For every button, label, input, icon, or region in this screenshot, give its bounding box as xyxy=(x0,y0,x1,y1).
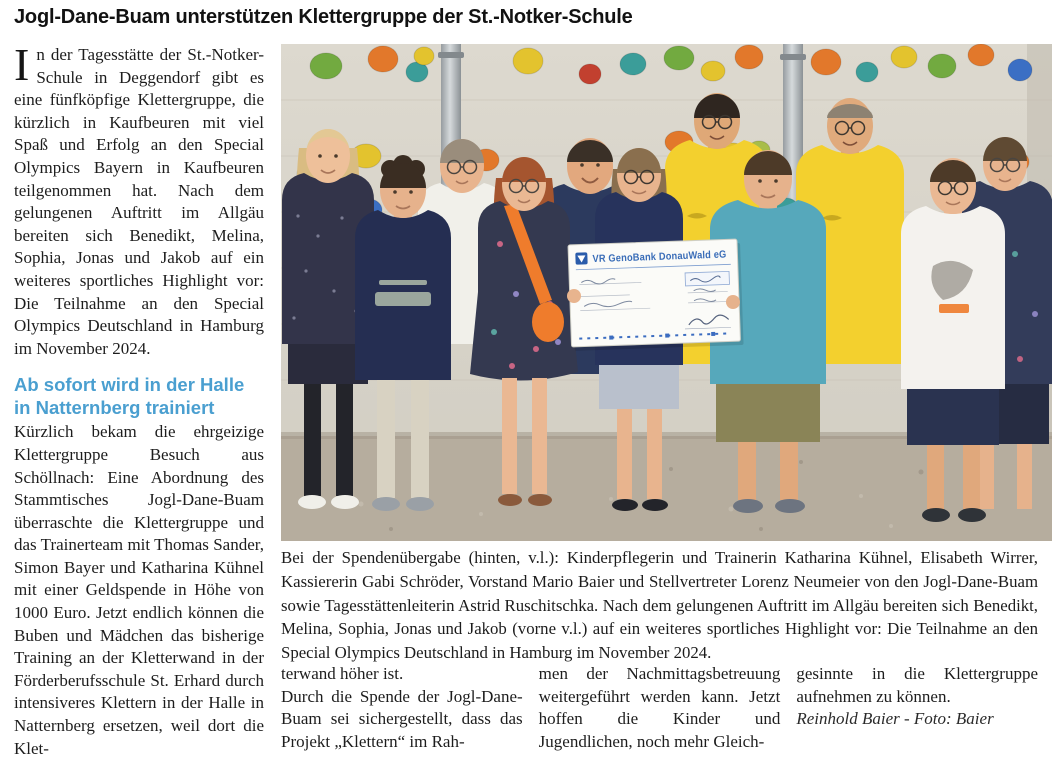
photo-caption: Bei der Spendenübergabe (hinten, v.l.): Kinderpflegerin und Trainerin Katharina Kühnel, Elisabeth Wirrer, Kassiererin Gabi Schröder, Vorstand Mario Baier und Stellvertreter Lorenz Neumeier von den Jogl-Dane-Buam sowie Tagesstättenleiterin Astrid Ruschitschka. Nach dem gelungenen Auftritt im Allgäu bereiten sich Benedikt, Melina, Sophia, Jonas und Jakob (vorne v.l.) auf ein weiteres sportliches Highlight vor: Die Teilnahme an den Special Olympics Deutschland in Hamburg im November 2024. xyxy=(281,548,1038,663)
intro-paragraph xyxy=(14,44,264,360)
hand-right xyxy=(726,295,740,309)
intro-text: n der Tagesstätte der St.-Notker-Schule in Deggendorf gibt es eine fünfköpfige Klettergruppe, die kürzlich in Kaufbeuren mit viel Spaß und Erfolg an den Special Olympics Bayern in Kaufbeuren teilgenommen hat. Nach dem gelungenen Auftritt im Allgäu bereiten sich Benedikt, Melina, Sophia, Jonas und Jakob auf ein weiteres sportliches Highlight vor: Die Teilnahme an den Special Olympics Deutschland in Hamburg im November 2024. xyxy=(14,45,264,358)
headline: Jogl-Dane-Buam unterstützen Klettergruppe der St.-Notker-Schule xyxy=(14,6,633,28)
photo-illustration xyxy=(281,44,1052,541)
article-bottom-columns xyxy=(281,663,1038,753)
column-3-paragraph: men der Nachmittagsbetreuung weitergeführt werden kann. Jetzt hoffen die Kinder und Jugendlichen, noch mehr Gleich- xyxy=(538,664,781,751)
drop-cap: I xyxy=(14,44,30,90)
column-2 xyxy=(281,663,523,753)
second-paragraph: Kürzlich bekam die ehrgeizige Klettergruppe Besuch aus Schöllnach: Eine Abordnung des Stammtisches Jogl-Dane-Buam überraschte die Klettergruppe und das Trainerteam mit Thomas Sander, Simon Bayer und Katharina Kühnel mit einer Geldspende in Höhe von 1000 Euro. Jetzt endlich können die Buben und Mädchen das bisherige Training an der Kletterwand in der Förderberufsschule St. Erhard durch intensiveres Klettern in der Halle in Natternberg ersetzen, weil dort die Klet- xyxy=(14,422,264,758)
hand-left xyxy=(567,289,581,303)
byline: Reinhold Baier - Foto: Baier xyxy=(796,709,994,729)
column-2-paragraph-2: Durch die Spende der Jogl-Dane-Buam sei sichergestellt, dass das Projekt „Klettern“ im Rah- xyxy=(281,686,523,751)
column-3 xyxy=(539,663,781,753)
column-4-paragraph: gesinnte in die Klettergruppe aufnehmen zu können. xyxy=(796,664,1039,706)
donation-cheque xyxy=(568,239,744,351)
column-4 xyxy=(796,663,1038,753)
column-2-paragraph-1: terwand höher ist. xyxy=(281,664,404,683)
check-bank-name: VR GenoBank DonauWald eG xyxy=(592,248,744,266)
subheadline: Ab sofort wird in der Halle in Natternberg trainiert xyxy=(14,374,245,419)
article-left-column xyxy=(14,44,264,767)
article-photo xyxy=(281,44,1052,541)
